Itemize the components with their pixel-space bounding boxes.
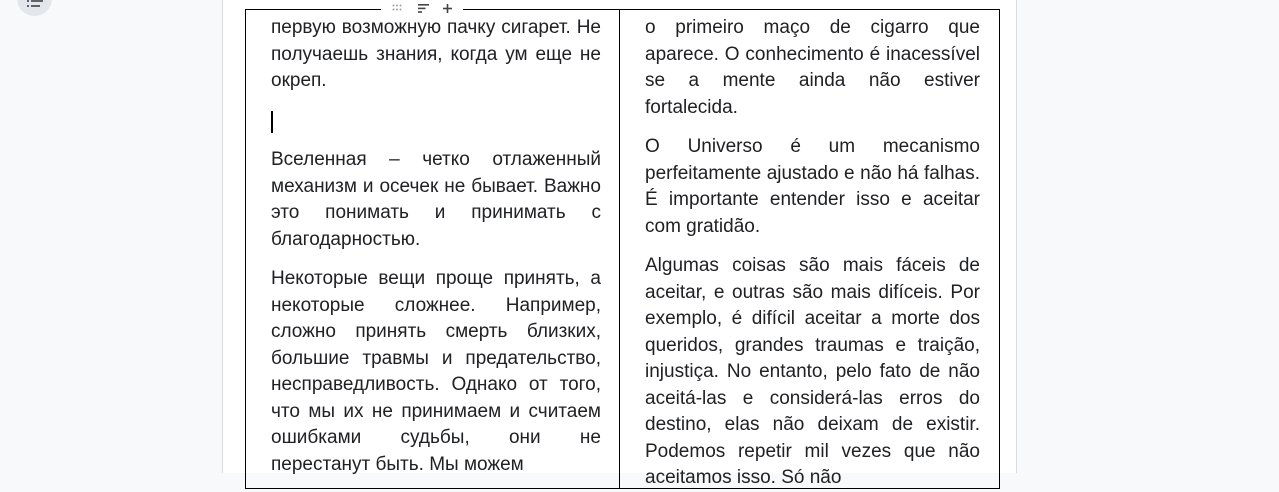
document-page[interactable] — [222, 0, 1017, 488]
translation-table[interactable] — [245, 9, 1000, 489]
empty-paragraph-with-cursor[interactable] — [271, 108, 601, 135]
add-column-icon[interactable] — [443, 4, 452, 13]
paragraph-pt-2[interactable]: O Universo é um mecanismo perfeitamente ajustado e não há falhas. É importante entender isso e aceitar com gratidão. — [645, 136, 980, 237]
sort-icon[interactable] — [418, 4, 429, 13]
document-outline-button[interactable] — [17, 0, 52, 16]
outline-icon — [27, 0, 43, 10]
table-cell-russian[interactable] — [246, 10, 620, 488]
paragraph-ru-3[interactable]: Некоторые вещи проще принять, а некоторые сложнее. Например, сложно принять смерть близких, большие травмы и предательство, несправедливость. Однако от того, что мы их не принимаем и считаем ошибками судьбы, они не перестанут быть. Мы можем — [271, 268, 601, 475]
paragraph-ru-1[interactable]: первую возможную пачку сигарет. Не получаешь знания, когда ум еще не окреп. — [271, 17, 601, 91]
table-cell-portuguese[interactable] — [620, 10, 999, 488]
paragraph-ru-2[interactable]: Вселенная – четко отлаженный механизм и осечек не бывает. Важно это понимать и принимать с благодарностью. — [271, 149, 601, 250]
text-cursor — [271, 111, 273, 133]
paragraph-pt-3[interactable]: Algumas coisas são mais fáceis de aceitar, e outras são mais difíceis. Por exemplo, é difícil aceitar a morte dos queridos, grandes traumas e traição, injustiça. No entanto, pelo fato de não aceitá-las e considerá-las erros do destino, elas não deixam de existir. Podemos repetir mil vezes que não aceitamos isso. Só não — [645, 255, 980, 488]
table-column-handle — [381, 0, 463, 16]
paragraph-pt-1[interactable]: o primeiro maço de cigarro que aparece. O conhecimento é inacessível se a mente ainda não estiver fortalecida. — [645, 17, 980, 118]
drag-handle-icon[interactable] — [392, 4, 404, 12]
